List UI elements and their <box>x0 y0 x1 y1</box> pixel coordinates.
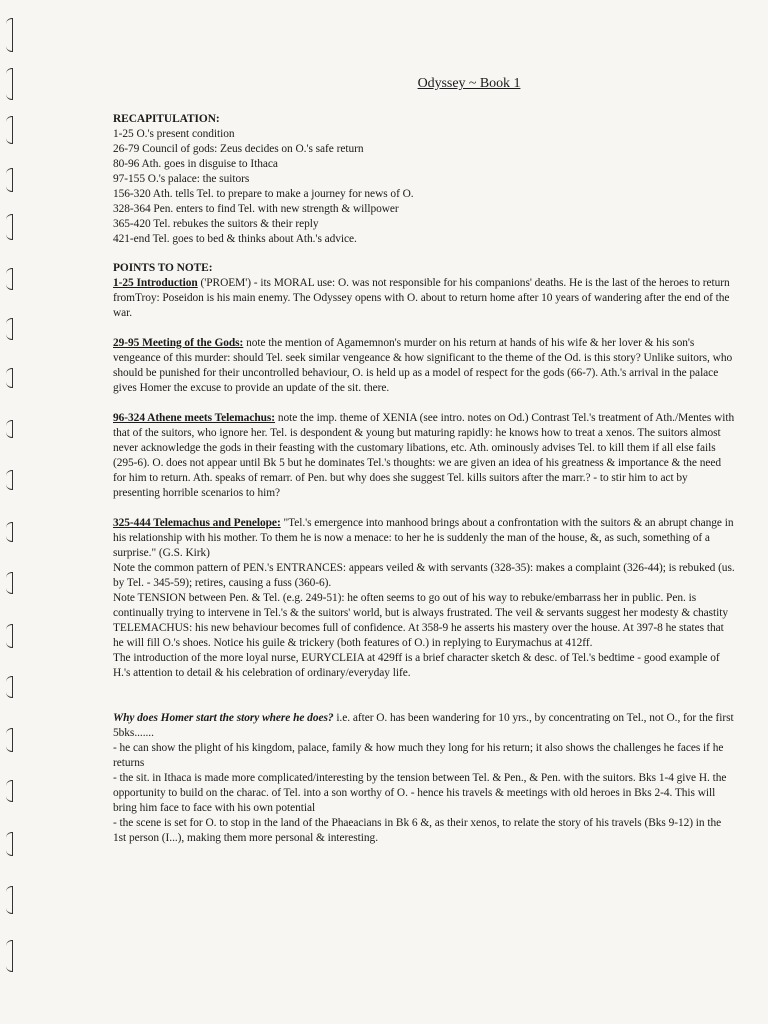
binding-hole-marks <box>0 0 28 1024</box>
why-bullet: - he can show the plight of his kingdom, palace, family & how much they long for his return; it also shows the challenges he faces if he returns <box>113 742 724 769</box>
recap-line: 1-25 O.'s present condition <box>113 128 235 140</box>
penelope-note: Note the common pattern of PEN.'s ENTRANCES: appears veiled & with servants (328-35): makes a complaint (326-44); is rebuked (us. by Tel. - 345-59); retires, causing a fuss (360-6). <box>113 562 735 589</box>
proem-paragraph <box>113 276 735 321</box>
athene-text: note the imp. theme of XENIA (see intro. notes on Od.) Contrast Tel.'s treatment of Ath./Mentes with that of the suitors, who ignore her. Tel. is despondent & young but maturing rapidly: he knows how to treat a xenos. The suitors almost never acknowledge the gods in their feasting with the customary libations, etc. Ath. ominously advises Tel. to kill them if all else fails (295-6). O. does not appear until Bk 5 but he dominates Tel.'s thoughts: we are given an idea of his greatness & importance & the need for him to return. Ath. speaks of remarr. of Pen. but why does she suggest Tel. kills suitors after the marr.? - to stir him to act by presenting horrible scenarios to him? <box>113 412 735 499</box>
athene-subheading: 96-324 Athene meets Telemachus: <box>113 412 276 424</box>
penelope-note: Note TENSION between Pen. & Tel. (e.g. 249-51): he often seems to go out of his way to rebuke/embarrass her in public. Pen. is continually trying to intervene in Tel.'s & the suitors' world, but is always frustrated. The veil & servants suggest her modesty & chastity <box>113 592 728 619</box>
penelope-text: "Tel.'s emergence into manhood brings about a confrontation with the suitors & an abrupt change in his relationship with his mother. To them he is now a menace: to her he is suddenly the man of the house, &, as such, something of a surprise." (G.S. Kirk) <box>113 517 734 559</box>
recap-line: 26-79 Council of gods: Zeus decides on O.'s safe return <box>113 143 364 155</box>
recap-line: 328-364 Pen. enters to find Tel. with new strength & willpower <box>113 203 399 215</box>
penelope-note: TELEMACHUS: his new behaviour becomes full of confidence. At 358-9 he asserts his mastery over the house. At 397-8 he states that he will fill O.'s shoes. Notice his guile & trickery (both features of O.) in replying to Eurymachus at 412ff. <box>113 622 724 649</box>
recap-line: 421-end Tel. goes to bed & thinks about Ath.'s advice. <box>113 233 357 245</box>
page-title: Odyssey ~ Book 1 <box>417 76 521 91</box>
why-bullet: - the sit. in Ithaca is made more complicated/interesting by the tension between Tel. & Pen., & Pen. with the suitors. Bks 1-4 give H. the opportunity to build on the charac. of Tel. into a son worthy of O. - hence his travels & meetings with old heroes in Bks 2-4. This will bring him face to face with his own potential <box>113 772 727 814</box>
points-heading: POINTS TO NOTE: <box>113 262 213 274</box>
recap-line: 156-320 Ath. tells Tel. to prepare to make a journey for news of O. <box>113 188 414 200</box>
recap-line: 97-155 O.'s palace: the suitors <box>113 173 250 185</box>
recap-line: 80-96 Ath. goes in disguise to Ithaca <box>113 158 278 170</box>
why-section <box>113 711 735 846</box>
penelope-note: The introduction of the more loyal nurse, EURYCLEIA at 429ff is a brief character sketch & desc. of Tel.'s bedtime - good example of H.'s attention to detail & his celebration of ordinary/everyday life. <box>113 652 720 679</box>
penelope-subheading: 325-444 Telemachus and Penelope: <box>113 517 281 529</box>
penelope-paragraph <box>113 516 735 681</box>
why-intro: i.e. after O. has been wandering for 10 yrs., by concentrating on Tel., not O., for the first 5bks....... <box>113 712 734 739</box>
gods-subheading: 29-95 Meeting of the Gods: <box>113 337 244 349</box>
proem-subheading: 1-25 Introduction <box>113 277 198 289</box>
proem-text: ('PROEM') - its MORAL use: O. was not responsible for his companions' deaths. He is the last of the heroes to return fromTroy: Poseidon is his main enemy. The Odyssey opens with O. about to return home after 10 years of wandering after the end of the war. <box>113 277 730 319</box>
gods-paragraph <box>113 336 735 396</box>
recap-line: 365-420 Tel. rebukes the suitors & their reply <box>113 218 319 230</box>
gods-text: note the mention of Agamemnon's murder on his return at hands of his wife & her lover & his son's vengeance of this murder: should Tel. seek similar vengeance & how significant to the theme of the Od. is this story? Unlike suitors, who should be punished for their uncontrolled behaviour, O. is held up as a model of respect for the gods (66-7). Ath.'s arrival in the palace gives Homer the excuse to provide an update of the sit. there. <box>113 337 733 394</box>
athene-paragraph <box>113 411 735 501</box>
recap-list <box>113 127 735 247</box>
why-bullet: - the scene is set for O. to stop in the land of the Phaeacians in Bk 6 &, as their xenos, to relate the story of his travels (Bks 9-12) in the 1st person (I...), making them more personal & interesting. <box>113 817 722 844</box>
why-question: Why does Homer start the story where he does? <box>113 712 334 724</box>
recap-heading: RECAPITULATION: <box>113 113 220 125</box>
notes-body <box>113 70 735 846</box>
